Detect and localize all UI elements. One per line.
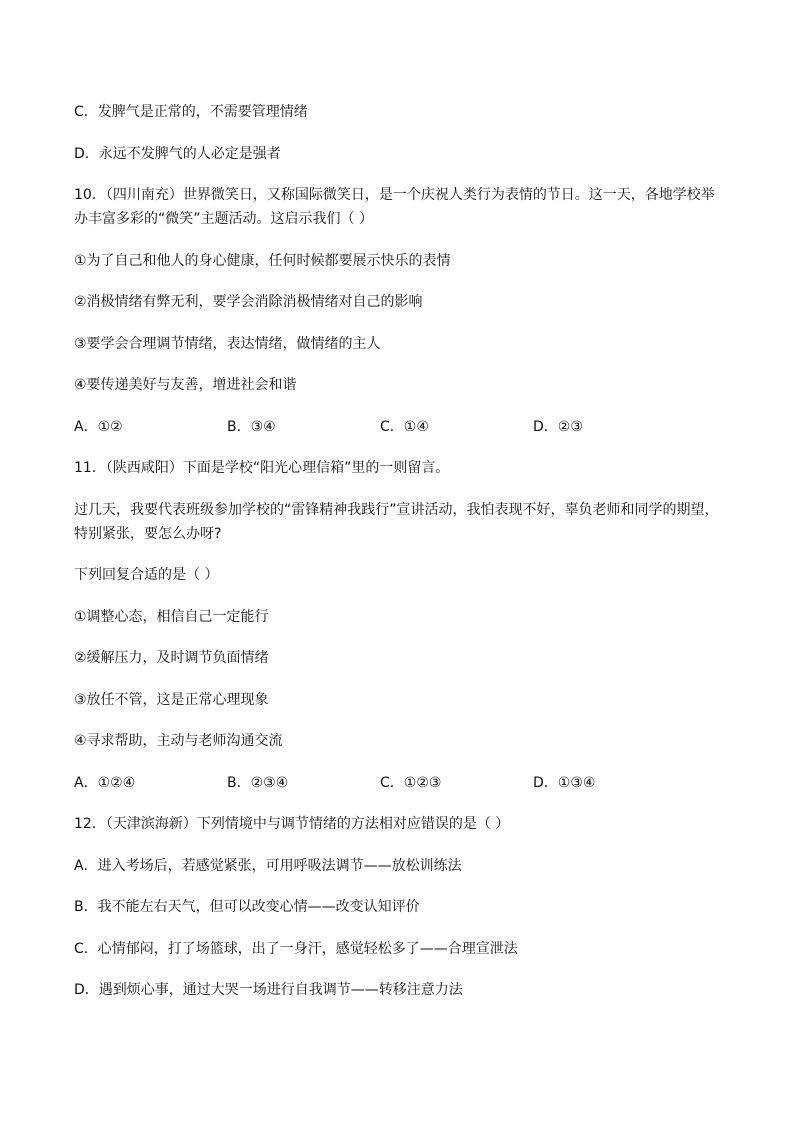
q11-option-c: C．①②③ (380, 774, 442, 791)
q12-option-c: C．心情郁闷，打了场篮球，出了一身汗，感觉轻松多了——合理宣泄法 (74, 940, 518, 957)
q10-item-3: ③要学会合理调节情绪，表达情绪，做情绪的主人 (74, 335, 381, 352)
q11-message: 过几天，我要代表班级参加学校的“雷锋精神我践行”宣讲活动，我怕表现不好，辜负老师和同学的期望，特别紧张，要怎么办呀? (74, 501, 719, 542)
q12-option-b: B．我不能左右天气，但可以改变心情——改变认知评价 (74, 899, 420, 915)
q11-item-2: ②缓解压力，及时调节负面情绪 (74, 650, 269, 666)
q12-option-d: D．遇到烦心事，通过大哭一场进行自我调节——转移注意力法 (74, 982, 463, 998)
q10-stem: 10．（四川南充）世界微笑日，又称国际微笑日，是一个庆祝人类行为表情的节日。这一天，各地学校举办丰富多彩的“微笑”主题活动。这启示我们（ ） (74, 187, 715, 227)
q11-item-1: ①调整心态，相信自己一定能行 (74, 608, 269, 625)
q10-option-d: D．②③ (533, 418, 583, 435)
q10-item-2: ②消极情绪有弊无利，要学会消除消极情绪对自己的影响 (74, 294, 423, 310)
q12-option-a: A．进入考场后，若感觉紧张，可用呼吸法调节——放松训练法 (74, 857, 462, 874)
q9-option-c: C．发脾气是正常的，不需要管理情绪 (74, 104, 308, 120)
q11-option-b: B．②③④ (227, 774, 289, 791)
q10-item-1: ①为了自己和他人的身心健康，任何时候都要展示快乐的表情 (74, 252, 451, 269)
q10-options (74, 415, 724, 439)
q10-option-b: B．③④ (227, 418, 276, 435)
q11-item-4: ④寻求帮助，主动与老师沟通交流 (74, 733, 283, 749)
q10-option-c: C．①④ (380, 418, 429, 435)
document-content (74, 100, 724, 1020)
q11-prompt: 下列回复合适的是（ ） (74, 567, 219, 583)
q9-option-d: D．永远不发脾气的人必定是强者 (74, 145, 281, 162)
q11-option-d: D．①③④ (533, 774, 596, 791)
q10-option-a: A．①② (74, 418, 123, 435)
q11-options (74, 771, 724, 795)
q10-item-4: ④要传递美好与友善，增进社会和谐 (74, 377, 297, 393)
q11-item-3: ③放任不管，这是正常心理现象 (74, 691, 269, 708)
q11-option-a: A．①②④ (74, 774, 136, 791)
q11-stem: 11．（陕西咸阳）下面是学校“阳光心理信箱”里的一则留言。 (74, 460, 450, 476)
q12-stem: 12．（天津滨海新）下列情境中与调节情绪的方法相对应错误的是（ ） (74, 816, 510, 832)
